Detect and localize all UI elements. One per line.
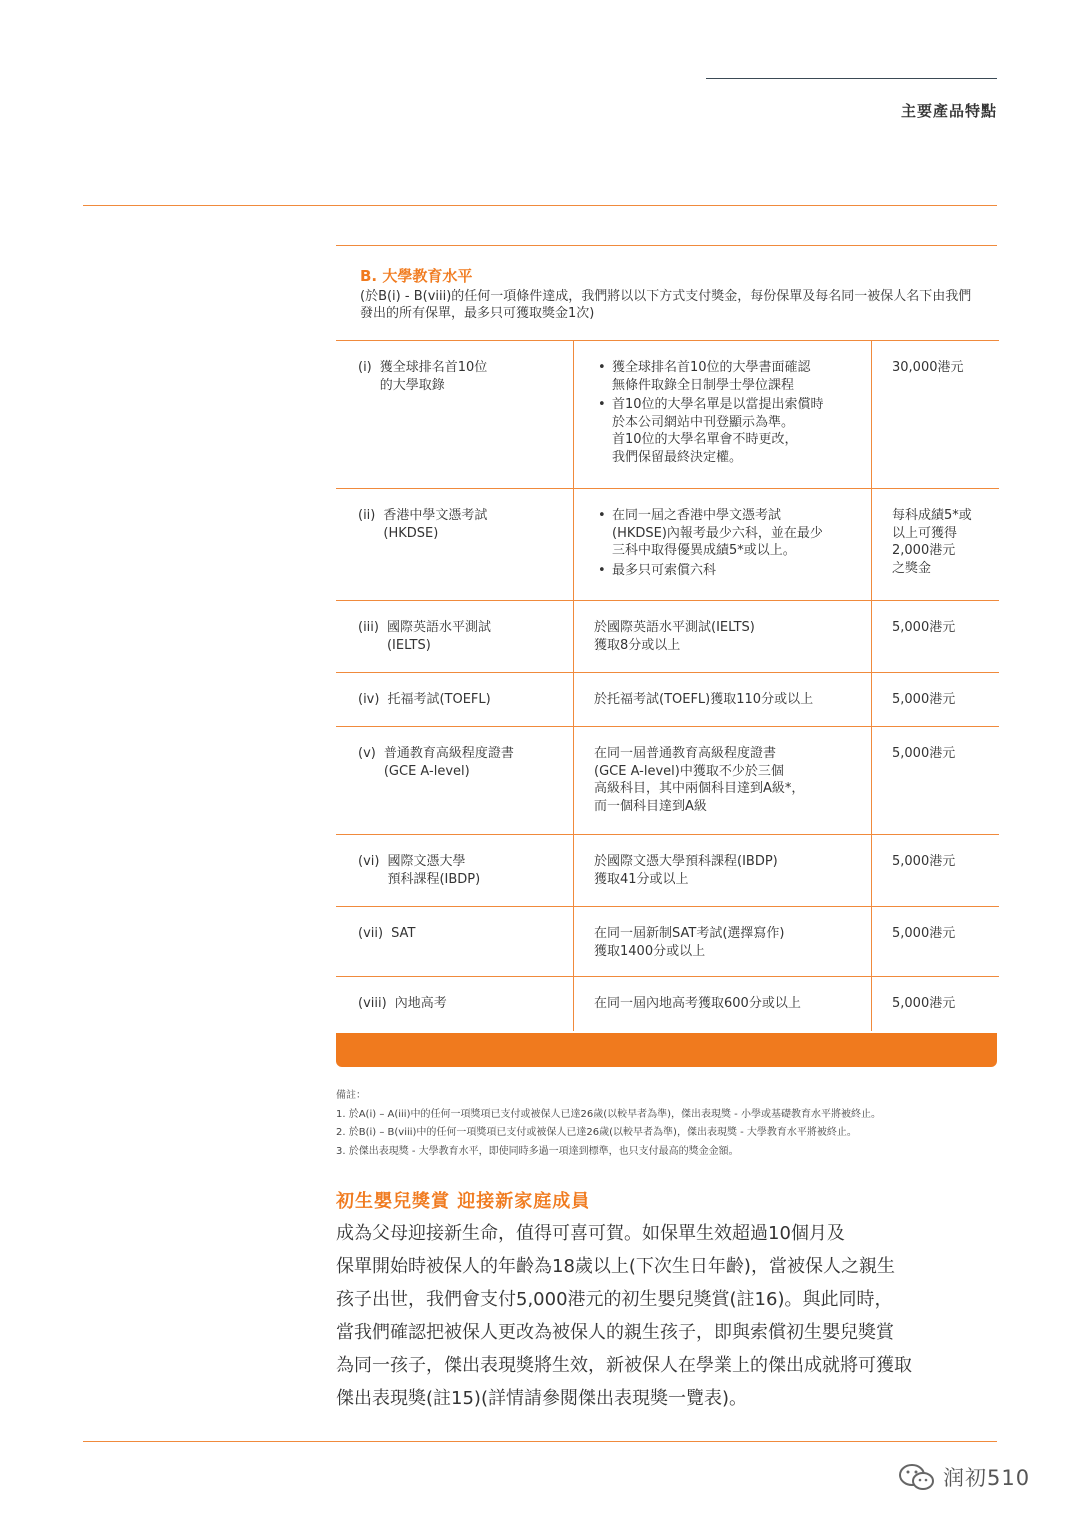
condition-item: • 首10位的大學名單是以當提出索償時 於本公司網站中刊登顯示為準。 首10位的大學名單會不時更改， 我們保留最終決定權。 — [594, 396, 861, 466]
criteria-cell — [336, 601, 574, 673]
criteria-label: 獲全球排名首10位 的大學取錄 — [379, 360, 488, 393]
row-number: (viii) — [358, 996, 387, 1011]
amount-cell — [872, 341, 1000, 489]
watermark-text: 润初510 — [943, 1466, 1031, 1490]
amount-cell — [872, 907, 1000, 977]
condition-cell — [574, 489, 872, 601]
condition-item: • 最多只可索償六科 — [594, 562, 861, 580]
criteria-label: 內地高考 — [394, 996, 447, 1011]
baby-text-line: 為同一孩子，傑出表現獎將生效，新被保人在學業上的傑出成就將可獲取 — [336, 1355, 912, 1376]
row-number: (i) — [358, 360, 372, 375]
criteria-label: 國際英語水平測試 (IELTS) — [386, 620, 491, 653]
award-amount: 5,000港元 — [892, 746, 956, 761]
table-row — [336, 835, 999, 907]
condition-cell — [574, 727, 872, 835]
baby-text-line: 保單開始時被保人的年齡為18歲以上(下次生日年齡)，當被保人之親生 — [336, 1256, 895, 1277]
watermark — [897, 1462, 1030, 1492]
condition-text: 於國際文憑大學預科課程(IBDP) 獲取41分或以上 — [594, 854, 778, 887]
condition-text: 在同一屆內地高考獲取600分或以上 — [594, 996, 801, 1011]
condition-text: 在同一屆新制SAT考試(選擇寫作) 獲取1400分或以上 — [594, 926, 785, 959]
condition-cell — [574, 601, 872, 673]
condition-item: • 在同一屆之香港中學文憑考試 (HKDSE)內報考最少六科，並在最少 三科中取得優異成績5*或以上。 — [594, 507, 861, 560]
amount-cell — [872, 673, 1000, 727]
condition-cell — [574, 835, 872, 907]
condition-text: 在同一屆普通教育高級程度證書 (GCE A-level)中獲取不少於三個 高級科目，其中兩個科目達到A級*， 而一個科目達到A級 — [594, 746, 805, 814]
award-amount: 每科成績5*或 以上可獲得 2,000港元 之獎金 — [892, 508, 972, 576]
note-item: 3. 於傑出表現獎 - 大學教育水平，即使同時多過一項達到標準，也只支付最高的獎金金額。 — [336, 1145, 739, 1157]
table-footer-bar — [336, 1033, 997, 1067]
notes-heading: 備註： — [336, 1090, 366, 1101]
notes — [336, 1087, 881, 1161]
row-number: (vi) — [358, 854, 380, 869]
award-amount: 5,000港元 — [892, 996, 956, 1011]
criteria-label: 香港中學文憑考試 (HKDSE) — [383, 508, 488, 541]
condition-cell — [574, 341, 872, 489]
baby-text-line: 成為父母迎接新生命，值得可喜可賀。如保單生效超過10個月及 — [336, 1223, 845, 1244]
amount-cell — [872, 977, 1000, 1031]
award-table — [336, 340, 999, 1031]
award-amount: 5,000港元 — [892, 926, 956, 941]
amount-cell — [872, 601, 1000, 673]
award-amount: 5,000港元 — [892, 692, 956, 707]
condition-cell — [574, 907, 872, 977]
section-title: B. 大學教育水平 — [360, 267, 473, 285]
baby-award-text — [336, 1217, 986, 1415]
row-number: (ii) — [358, 508, 376, 523]
criteria-cell — [336, 977, 574, 1031]
criteria-cell — [336, 835, 574, 907]
condition-cell — [574, 673, 872, 727]
criteria-cell — [336, 673, 574, 727]
baby-text-line: 孩子出世，我們會支付5,000港元的初生嬰兒獎賞(註16)。與此同時， — [336, 1289, 893, 1310]
condition-text: 於托福考試(TOEFL)獲取110分或以上 — [594, 692, 814, 707]
amount-cell — [872, 835, 1000, 907]
page-header-title: 主要產品特點 — [900, 102, 997, 120]
table-row — [336, 727, 999, 835]
criteria-cell — [336, 341, 574, 489]
baby-award-title: 初生嬰兒獎賞 迎接新家庭成員 — [336, 1191, 591, 1212]
table-row — [336, 977, 999, 1031]
header-rule — [706, 78, 997, 79]
section-rule — [336, 245, 997, 246]
baby-text-line: 當我們確認把被保人更改為被保人的親生孩子，即與索償初生嬰兒獎賞 — [336, 1322, 894, 1343]
condition-text: 於國際英語水平測試(IELTS) 獲取8分或以上 — [594, 620, 755, 653]
award-amount: 30,000港元 — [892, 360, 964, 375]
section-divider-bottom — [83, 1441, 997, 1442]
condition-item: • 獲全球排名首10位的大學書面確認 無條件取錄全日制學士學位課程 — [594, 359, 861, 394]
table-row — [336, 601, 999, 673]
baby-text-line: 傑出表現獎(註15)(詳情請參閱傑出表現獎一覽表)。 — [336, 1388, 747, 1409]
award-amount: 5,000港元 — [892, 854, 956, 869]
table-row — [336, 489, 999, 601]
row-number: (iv) — [358, 692, 380, 707]
award-amount: 5,000港元 — [892, 620, 956, 635]
section-description: (於B(i) - B(viii)的任何一項條件達成，我們將以以下方式支付獎金，每份保單及每名同一被保人名下由我們發出的所有保單，最多只可獲取獎金1次) — [360, 289, 972, 321]
criteria-cell — [336, 489, 574, 601]
amount-cell — [872, 727, 1000, 835]
criteria-cell — [336, 907, 574, 977]
note-item: 2. 於B(i) – B(viii)中的任何一項獎項已支付或被保人已達26歲(以較早者為準)，傑出表現獎 - 大學教育水平將被終止。 — [336, 1127, 857, 1138]
section-divider-top — [83, 205, 997, 206]
table-row — [336, 673, 999, 727]
criteria-label: SAT — [391, 926, 416, 941]
criteria-label: 普通教育高級程度證書 (GCE A-level) — [383, 746, 514, 779]
condition-cell — [574, 977, 872, 1031]
table-row — [336, 907, 999, 977]
wechat-icon — [897, 1462, 937, 1492]
row-number: (vii) — [358, 926, 384, 941]
amount-cell — [872, 489, 1000, 601]
table-row — [336, 341, 999, 489]
note-item: 1. 於A(i) – A(iii)中的任何一項獎項已支付或被保人已達26歲(以較早者為準)，傑出表現獎 - 小學或基礎教育水平將被終止。 — [336, 1108, 881, 1120]
row-number: (v) — [358, 746, 376, 761]
criteria-label: 托福考試(TOEFL) — [387, 692, 491, 707]
row-number: (iii) — [358, 620, 379, 635]
criteria-cell — [336, 727, 574, 835]
criteria-label: 國際文憑大學 預科課程(IBDP) — [387, 854, 481, 887]
